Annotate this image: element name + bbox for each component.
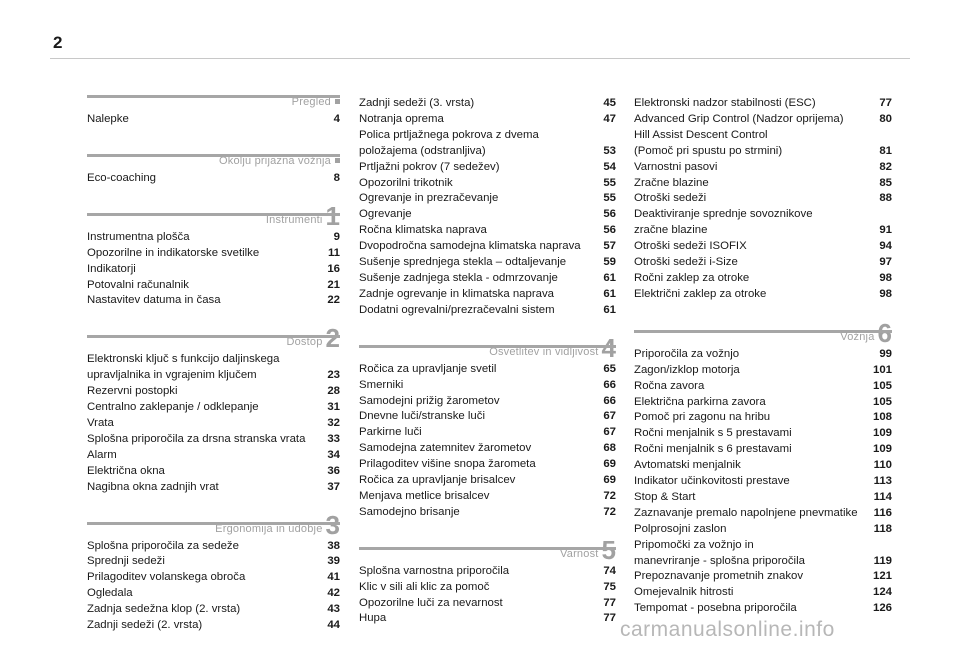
entry-page: 94 <box>879 240 892 253</box>
section-header <box>634 317 892 348</box>
section-header <box>87 86 340 109</box>
entry-title: Polica prtljažnega pokrova z dvema položajema (odstranljiva) <box>359 128 539 157</box>
section-header <box>87 145 340 168</box>
entry-page: 16 <box>327 262 340 275</box>
entry-page: 56 <box>603 224 616 237</box>
entry-page: 54 <box>603 160 616 173</box>
toc-entry[interactable] <box>87 171 340 187</box>
entry-page: 99 <box>879 347 892 360</box>
toc-entry[interactable] <box>634 363 892 379</box>
toc-entry[interactable] <box>634 271 892 287</box>
entry-title: Ročna klimatska naprava <box>359 224 487 237</box>
toc-section <box>634 96 892 303</box>
toc-entry[interactable] <box>359 207 616 223</box>
entry-title: Samodejno brisanje <box>359 505 460 518</box>
toc-entry[interactable] <box>359 611 616 627</box>
entry-title: Opozorilne in indikatorske svetilke <box>87 246 260 259</box>
section-title: Vožnja <box>840 330 875 343</box>
toc-entry[interactable] <box>87 539 340 555</box>
toc-entry[interactable] <box>87 400 340 416</box>
entry-page: 69 <box>603 458 616 471</box>
entry-page: 44 <box>327 619 340 632</box>
entry-title: Otroški sedeži <box>634 192 707 205</box>
entry-page: 77 <box>603 612 616 625</box>
entry-page: 55 <box>603 176 616 189</box>
toc-entry[interactable] <box>87 278 340 294</box>
entry-page: 36 <box>327 464 340 477</box>
entry-title: Prepoznavanje prometnih znakov <box>634 570 804 583</box>
entry-title: Centralno zaklepanje / odklepanje <box>87 401 259 414</box>
section-number: 1 <box>325 200 340 231</box>
entry-title: Prtljažni pokrov (7 sedežev) <box>359 160 500 173</box>
entry-page: 38 <box>327 539 340 552</box>
entry-title: Splošna priporočila za sedeže <box>87 539 239 552</box>
entry-title: Otroški sedeži ISOFIX <box>634 240 747 253</box>
toc-entry[interactable] <box>634 287 892 303</box>
entry-page: 47 <box>603 112 616 125</box>
entry-page: 97 <box>879 256 892 269</box>
toc-entry[interactable] <box>87 554 340 570</box>
entry-page: 113 <box>873 475 892 488</box>
entry-page: 77 <box>879 97 892 109</box>
entry-page: 69 <box>603 474 616 487</box>
entry-page: 43 <box>327 603 340 616</box>
entry-title: Električna okna <box>87 464 165 477</box>
entry-page: 116 <box>873 506 892 519</box>
toc-entry[interactable] <box>634 442 892 458</box>
toc-entry[interactable] <box>634 458 892 474</box>
section-square-marker <box>335 99 340 104</box>
toc-entry[interactable] <box>634 585 892 601</box>
entry-page: 23 <box>327 369 340 382</box>
entry-page: 108 <box>872 411 892 424</box>
toc-entry[interactable] <box>634 410 892 426</box>
entry-page: 32 <box>327 416 340 429</box>
entry-title: Deaktiviranje sprednje sovoznikove zračne blazine <box>634 208 813 237</box>
toc-entry[interactable] <box>359 191 616 207</box>
entry-title: Instrumentna plošča <box>87 230 190 243</box>
toc-entry[interactable] <box>359 160 616 176</box>
section-title: Dostop <box>286 336 323 349</box>
entry-title: Ročna zavora <box>634 379 705 392</box>
entry-title: Vrata <box>87 416 114 429</box>
section-title: Osvetlitev in vidljivost <box>489 345 599 358</box>
section-header <box>87 200 340 231</box>
entry-page: 61 <box>603 303 616 316</box>
top-divider <box>50 58 910 59</box>
entry-page: 9 <box>333 230 340 243</box>
entry-page: 121 <box>872 570 892 583</box>
section-square-marker <box>335 158 340 163</box>
toc-entry[interactable] <box>87 586 340 602</box>
entry-title: Opozorilne luči za nevarnost <box>359 596 503 609</box>
entry-page: 67 <box>603 410 616 423</box>
toc-entry[interactable] <box>359 441 616 457</box>
entry-title: Notranja oprema <box>359 112 444 125</box>
entry-title: Dnevne luči/stranske luči <box>359 410 485 423</box>
entry-page: 61 <box>603 287 616 300</box>
entry-page: 31 <box>327 401 340 414</box>
entry-page: 37 <box>327 480 340 493</box>
entry-title: Priporočila za vožnjo <box>634 347 740 360</box>
entry-page: 77 <box>603 596 616 609</box>
entry-title: Parkirne luči <box>359 426 422 439</box>
entry-page: 56 <box>603 208 616 221</box>
entry-title: Ogledala <box>87 587 133 600</box>
toc-entry[interactable] <box>359 378 616 394</box>
entry-page: 114 <box>873 490 892 503</box>
toc-entry[interactable] <box>359 271 616 287</box>
section-title: Pregled <box>291 96 331 108</box>
entry-page: 82 <box>879 160 892 173</box>
toc-section <box>87 323 340 495</box>
entry-title: Samodejni prižig žarometov <box>359 394 500 407</box>
toc-entry[interactable] <box>359 580 616 596</box>
entry-title: Hill Assist Descent Control (Pomoč pri spustu po strmini) <box>634 128 783 157</box>
entry-title: Alarm <box>87 448 117 461</box>
entry-page: 109 <box>872 443 892 456</box>
entry-title: Ročni zaklep za otroke <box>634 271 750 284</box>
entry-title: Nastavitev datuma in časa <box>87 294 221 307</box>
toc-entry[interactable] <box>359 223 616 239</box>
entry-page: 42 <box>327 587 340 600</box>
entry-page: 72 <box>603 505 616 518</box>
entry-page: 59 <box>603 256 616 269</box>
toc-entry[interactable] <box>87 352 340 384</box>
toc-entry[interactable] <box>634 207 892 239</box>
watermark: carmanualsonline.info <box>620 618 835 641</box>
entry-page: 81 <box>879 144 892 157</box>
entry-title: Stop & Start <box>634 490 696 503</box>
toc-entry[interactable] <box>87 448 340 464</box>
toc-entry[interactable] <box>87 480 340 496</box>
entry-title: Avtomatski menjalnik <box>634 459 741 472</box>
toc-entry[interactable] <box>634 601 892 617</box>
entry-page: 119 <box>873 554 892 567</box>
toc-entry[interactable] <box>634 128 892 160</box>
toc-entry[interactable] <box>87 464 340 480</box>
toc-entry[interactable] <box>359 489 616 505</box>
toc-entry[interactable] <box>359 457 616 473</box>
entry-title: Opozorilni trikotnik <box>359 176 453 189</box>
entry-page: 66 <box>603 394 616 407</box>
toc-section <box>359 332 616 521</box>
entry-title: Potovalni računalnik <box>87 278 189 291</box>
toc-entry[interactable] <box>359 409 616 425</box>
entry-title: Omejevalnik hitrosti <box>634 586 734 599</box>
toc-section <box>87 86 340 128</box>
entry-title: Eco-coaching <box>87 171 157 184</box>
toc-section <box>634 317 892 617</box>
section-title: Okolju prijazna vožnja <box>218 154 331 167</box>
entry-page: 61 <box>603 271 616 284</box>
toc-entry[interactable] <box>87 416 340 432</box>
entry-page: 105 <box>872 379 892 392</box>
entry-page: 80 <box>879 112 892 125</box>
entry-page: 4 <box>333 113 340 125</box>
entry-title: Ročni menjalnik s 5 prestavami <box>634 427 792 440</box>
toc-entry[interactable] <box>87 432 340 448</box>
entry-title: Električni zaklep za otroke <box>634 287 767 300</box>
toc-entry[interactable] <box>87 262 340 278</box>
section-title: Varnost <box>560 547 599 560</box>
entry-title: Ročni menjalnik s 6 prestavami <box>634 443 792 456</box>
toc-entry[interactable] <box>634 96 892 112</box>
toc-entry[interactable] <box>634 347 892 363</box>
entry-title: Prilagoditev višine snopa žarometa <box>359 458 536 471</box>
toc-entry[interactable] <box>634 239 892 255</box>
entry-title: Ogrevanje <box>359 208 412 221</box>
entry-title: Menjava metlice brisalcev <box>359 489 490 502</box>
toc-entry[interactable] <box>359 128 616 160</box>
entry-page: 28 <box>327 385 340 398</box>
entry-title: Elektronski nadzor stabilnosti (ESC) <box>634 97 816 109</box>
entry-page: 110 <box>873 459 892 472</box>
section-number: 5 <box>601 534 616 565</box>
entry-page: 8 <box>333 171 340 184</box>
entry-page: 57 <box>603 240 616 253</box>
toc-entry[interactable] <box>359 473 616 489</box>
toc-entry[interactable] <box>634 112 892 128</box>
entry-title: Pripomočki za vožnjo in manevriranje - splošna priporočila <box>634 538 805 567</box>
entry-title: Samodejna zatemnitev žarometov <box>359 442 532 455</box>
entry-title: Rezervni postopki <box>87 385 178 398</box>
entry-title: Splošna priporočila za drsna stranska vrata <box>87 432 306 445</box>
entry-title: Sušenje zadnjega stekla - odmrzovanje <box>359 271 558 284</box>
toc-entry[interactable] <box>87 230 340 246</box>
entry-title: Tempomat - posebna priporočila <box>634 602 797 615</box>
entry-page: 72 <box>603 489 616 502</box>
entry-title: Klic v sili ali klic za pomoč <box>359 580 490 593</box>
entry-page: 45 <box>603 97 616 109</box>
toc-section <box>87 145 340 187</box>
entry-page: 11 <box>327 246 340 259</box>
entry-title: Pomoč pri zagonu na hribu <box>634 411 771 424</box>
entry-title: Smerniki <box>359 378 404 391</box>
entry-page: 124 <box>872 586 892 599</box>
entry-title: Sprednji sedeži <box>87 555 165 568</box>
toc-column-2 <box>359 96 616 627</box>
toc-column-3 <box>634 96 892 617</box>
toc-section <box>359 96 616 319</box>
toc-entry[interactable] <box>634 426 892 442</box>
entry-title: Ročica za upravljanje svetil <box>359 362 497 375</box>
toc-entry[interactable] <box>359 394 616 410</box>
toc-entry[interactable] <box>634 474 892 490</box>
section-title: Instrumenti <box>265 213 323 226</box>
toc-entry[interactable] <box>359 112 616 128</box>
entry-page: 126 <box>872 602 892 615</box>
toc-entry[interactable] <box>634 506 892 522</box>
entry-page: 88 <box>879 192 892 205</box>
toc-entry[interactable] <box>87 384 340 400</box>
toc-entry[interactable] <box>87 618 340 634</box>
entry-page: 41 <box>327 571 340 584</box>
entry-page: 33 <box>327 432 340 445</box>
entry-title: Zadnji sedeži (2. vrsta) <box>87 619 203 632</box>
entry-page: 75 <box>603 580 616 593</box>
section-header <box>359 332 616 363</box>
entry-title: Zagon/izklop motorja <box>634 363 740 376</box>
entry-title: Zadnji sedeži (3. vrsta) <box>359 97 475 109</box>
entry-title: Ogrevanje in prezračevanje <box>359 192 499 205</box>
toc-entry[interactable] <box>634 569 892 585</box>
toc-entry[interactable] <box>359 596 616 612</box>
entry-page: 109 <box>872 427 892 440</box>
entry-title: Dodatni ogrevalni/prezračevalni sistem <box>359 303 555 316</box>
toc-entry[interactable] <box>87 602 340 618</box>
entry-title: Zadnja sedežna klop (2. vrsta) <box>87 603 241 616</box>
toc-section <box>359 534 616 628</box>
toc-entry[interactable] <box>359 239 616 255</box>
toc-entry[interactable] <box>359 303 616 319</box>
toc-entry[interactable] <box>87 570 340 586</box>
entry-title: Zaznavanje premalo napolnjene pnevmatike <box>634 506 858 519</box>
toc-entry[interactable] <box>359 425 616 441</box>
toc-entry[interactable] <box>359 362 616 378</box>
toc-entry[interactable] <box>359 564 616 580</box>
entry-title: Indikatorji <box>87 262 136 275</box>
section-number: 6 <box>877 317 892 348</box>
entry-title: Nalepke <box>87 113 129 125</box>
toc-entry[interactable] <box>634 191 892 207</box>
entry-page: 66 <box>603 378 616 391</box>
page-number: 2 <box>53 33 63 52</box>
section-number: 2 <box>325 323 340 354</box>
toc-entry[interactable] <box>634 176 892 192</box>
entry-page: 55 <box>603 192 616 205</box>
toc-entry[interactable] <box>359 255 616 271</box>
section-header <box>359 534 616 565</box>
entry-page: 53 <box>603 144 616 157</box>
entry-title: Dvopodročna samodejna klimatska naprava <box>359 240 581 253</box>
section-number: 4 <box>601 332 616 363</box>
section-header <box>87 323 340 354</box>
entry-page: 101 <box>872 363 892 376</box>
toc-entry[interactable] <box>634 490 892 506</box>
toc-entry[interactable] <box>359 96 616 112</box>
entry-page: 68 <box>603 442 616 455</box>
entry-title: Elektronski ključ s funkcijo daljinskega upravljalnika in vgrajenim ključem <box>87 353 280 382</box>
entry-page: 34 <box>327 448 340 461</box>
toc-entry[interactable] <box>634 160 892 176</box>
toc-entry[interactable] <box>634 379 892 395</box>
entry-title: Električna parkirna zavora <box>634 395 766 408</box>
entry-page: 98 <box>879 287 892 300</box>
entry-title: Nagibna okna zadnjih vrat <box>87 480 219 493</box>
toc-entry[interactable] <box>634 522 892 538</box>
toc-entry[interactable] <box>634 255 892 271</box>
toc-entry[interactable] <box>359 505 616 521</box>
entry-title: Advanced Grip Control (Nadzor oprijema) <box>634 112 844 125</box>
entry-title: Splošna varnostna priporočila <box>359 564 510 577</box>
entry-page: 98 <box>879 271 892 284</box>
entry-title: Hupa <box>359 612 387 625</box>
entry-page: 118 <box>873 522 892 535</box>
toc-entry[interactable] <box>634 395 892 411</box>
section-title: Ergonomija in udobje <box>215 522 323 535</box>
entry-title: Zadnje ogrevanje in klimatska naprava <box>359 287 555 300</box>
entry-title: Otroški sedeži i-Size <box>634 256 738 269</box>
entry-title: Polprosojni zaslon <box>634 522 727 535</box>
entry-title: Indikator učinkovitosti prestave <box>634 475 790 488</box>
entry-page: 21 <box>327 278 340 291</box>
toc-section <box>87 509 340 634</box>
toc-entry[interactable] <box>359 287 616 303</box>
entry-title: Sušenje sprednjega stekla – odtaljevanje <box>359 256 567 269</box>
entry-page: 91 <box>879 224 892 237</box>
toc-entry[interactable] <box>87 112 340 128</box>
section-header <box>87 509 340 540</box>
entry-title: Ročica za upravljanje brisalcev <box>359 474 516 487</box>
toc-entry[interactable] <box>359 176 616 192</box>
entry-page: 67 <box>603 426 616 439</box>
toc-entry[interactable] <box>634 538 892 570</box>
toc-entry[interactable] <box>87 293 340 309</box>
entry-title: Varnostni pasovi <box>634 160 718 173</box>
entry-page: 22 <box>327 294 340 307</box>
entry-title: Zračne blazine <box>634 176 709 189</box>
entry-page: 74 <box>603 564 616 577</box>
entry-page: 39 <box>327 555 340 568</box>
toc-entry[interactable] <box>87 246 340 262</box>
entry-page: 85 <box>879 176 892 189</box>
entry-title: Prilagoditev volanskega obroča <box>87 571 246 584</box>
toc-section <box>87 200 340 310</box>
toc-column-1 <box>87 86 340 634</box>
entry-page: 105 <box>872 395 892 408</box>
entry-page: 65 <box>603 362 616 375</box>
section-number: 3 <box>325 509 340 540</box>
